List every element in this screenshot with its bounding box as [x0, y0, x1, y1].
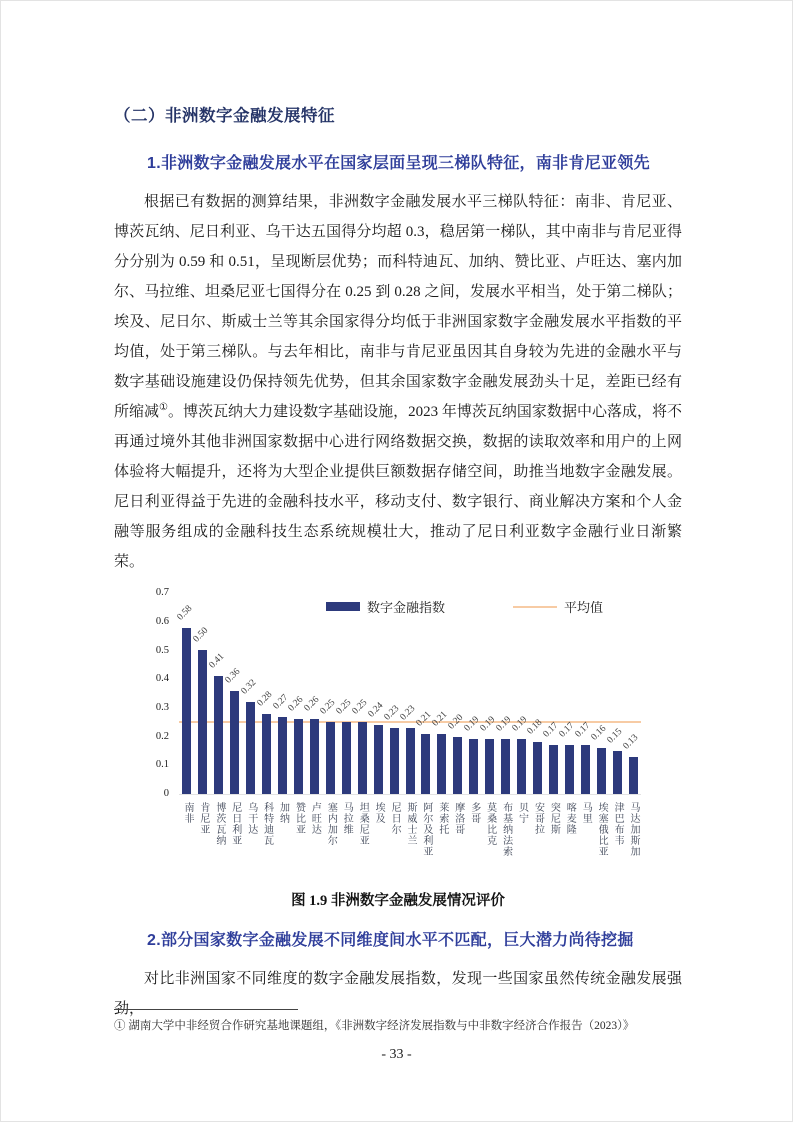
y-axis-tick-label: 0.4: [155, 673, 169, 685]
bar-value-label: 0.20: [446, 712, 466, 732]
y-axis-tick-label: 0.2: [155, 730, 169, 742]
x-axis-category-label: 南非: [181, 802, 193, 824]
footnote-divider: [114, 1009, 298, 1010]
chart-bar: [214, 676, 223, 794]
bar-value-label: 0.41: [207, 651, 227, 671]
bar-value-label: 0.13: [621, 732, 641, 752]
chart-bar: [342, 722, 351, 794]
x-axis-category-label: 布基纳法索: [500, 802, 512, 857]
x-axis-category-label: 马里: [580, 802, 592, 824]
chart-bar: [421, 734, 430, 794]
chart-bar: [453, 737, 462, 794]
bar-value-label: 0.21: [414, 709, 434, 729]
x-axis-category-label: 多哥: [468, 802, 480, 824]
x-axis-category-label: 博茨瓦纳: [213, 802, 225, 846]
y-axis-tick-label: 0: [163, 788, 169, 799]
chart-bar: [549, 745, 558, 794]
chart-bar: [182, 628, 191, 794]
bar-value-label: 0.25: [350, 697, 370, 717]
bar-value-label: 0.32: [239, 677, 259, 697]
bar-value-label: 0.23: [398, 703, 418, 723]
paragraph-1-text: 根据已有数据的测算结果，非洲数字金融发展水平三梯队特征：南非、肯尼亚、博茨瓦纳、尼日利亚、乌干达五国得分均超 0.3，稳居第一梯队，其中南非与肯尼亚得分分别为 0.59 和 0.51，呈现断层优势；而科特迪瓦、加纳、赞比亚、卢旺达、塞内加尔、马拉维、坦桑尼亚七国得分在 0.25 到 0.28 之间，发展水平相当，处于第二梯队；埃及、尼日尔、斯威士兰等其余国家得分均低于非洲国家数字金融发展水平指数的平均值，处于第三梯队。与去年相比，南非与肯尼亚虽因其自身较为先进的金融水平与数字基础设施建设仍保持领先优势，但其余国家数字金融发展劲头十足，差距已经有所缩减: [114, 194, 682, 420]
chart-bar: [198, 650, 207, 794]
chart-bar: [246, 702, 255, 794]
x-axis-category-label: 莱索托: [436, 802, 448, 835]
chart-bar: [581, 745, 590, 794]
bar-value-label: 0.21: [430, 709, 450, 729]
chart-bar: [326, 722, 335, 794]
x-axis-category-label: 摩洛哥: [452, 802, 464, 835]
legend-item-index: [326, 597, 445, 616]
footnote-marker: ①: [114, 1020, 126, 1032]
bar-series-swatch-icon: [326, 602, 360, 611]
section-heading: （二）非洲数字金融发展特征: [114, 107, 335, 125]
average-line-swatch-icon: [513, 606, 557, 608]
subsection-1-heading: 1.非洲数字金融发展水平在国家层面呈现三梯队特征，南非肯尼亚领先: [147, 155, 650, 172]
y-axis-tick-label: 0.3: [155, 701, 169, 713]
x-axis-category-label: 乌干达: [245, 802, 257, 835]
y-axis-tick-label: 0.7: [155, 587, 169, 599]
chart-bar: [485, 739, 494, 794]
paragraph-1-text-continued: 。博茨瓦纳大力建设数字基础设施，2023 年博茨瓦纳国家数据中心落成，将不再通过境外其他非洲国家数据中心进行网络数据交换，数据的读取效率和用户的上网体验将大幅提升，还将为大型企业提供巨额数据存储空间，助推当地数字金融发展。尼日利亚得益于先进的金融科技水平，移动支付、数字银行、商业解决方案和个人金融等服务组成的金融科技生态系统规模壮大，推动了尼日利亚数字金融行业日渐繁荣。: [114, 404, 682, 570]
chart-bar: [374, 725, 383, 794]
bar-value-label: 0.19: [510, 714, 529, 734]
bar-value-label: 0.28: [255, 689, 274, 709]
chart-bar: [310, 719, 319, 794]
bar-value-label: 0.18: [525, 717, 545, 737]
x-axis-category-label: 科特迪瓦: [261, 802, 273, 846]
chart-bar: [390, 728, 399, 794]
chart-bar: [358, 722, 367, 794]
bar-value-label: 0.24: [366, 700, 386, 720]
x-axis-category-label: 卢旺达: [309, 802, 321, 835]
x-axis-category-label: 坦桑尼亚: [357, 802, 369, 846]
chart-bar: [501, 739, 510, 794]
bar-chart-figure: [141, 581, 686, 881]
chart-bar: [565, 745, 574, 794]
bar-value-label: 0.27: [271, 692, 290, 712]
x-axis-category-label: 马达加斯加: [628, 802, 640, 857]
x-axis-category-label: 贝宁: [516, 802, 528, 824]
bar-value-label: 0.17: [541, 720, 561, 740]
bar-value-label: 0.26: [286, 694, 306, 714]
bar-value-label: 0.16: [589, 723, 609, 743]
bar-value-label: 0.36: [223, 666, 243, 686]
legend-item-average: [513, 597, 603, 616]
footnote-reference: ①: [159, 402, 169, 413]
x-axis-category-label: 莫桑比克: [484, 802, 496, 846]
chart-bar: [597, 748, 606, 794]
x-axis-category-label: 埃及: [373, 802, 385, 824]
x-axis-category-label: 津巴布韦: [612, 802, 624, 846]
chart-bar: [278, 717, 287, 794]
x-axis-category-label: 斯威士兰: [405, 802, 416, 846]
chart-bar: [613, 751, 622, 794]
chart-bar: [517, 739, 526, 794]
chart-bar: [469, 739, 478, 794]
page-number: - 33 -: [381, 1047, 412, 1062]
bar-value-label: 0.50: [191, 625, 211, 645]
x-axis-category-label: 尼日尔: [389, 802, 401, 835]
chart-bar: [294, 719, 303, 794]
y-axis-tick-label: 0.5: [155, 644, 169, 656]
x-axis-category-label: 安哥拉: [532, 802, 544, 835]
chart-bar: [533, 742, 542, 794]
bar-value-label: 0.58: [175, 603, 195, 623]
chart-bar: [437, 734, 446, 794]
y-axis-tick-label: 0.1: [155, 759, 169, 771]
x-axis-category-label: 肯尼亚: [197, 802, 209, 835]
chart-plot-area: [141, 581, 686, 881]
x-axis-category-label: 埃塞俄比亚: [596, 802, 608, 857]
chart-bar: [629, 757, 638, 794]
bar-value-label: 0.17: [557, 720, 577, 740]
subsection-2-heading: 2.部分国家数字金融发展不同维度间水平不匹配，巨大潜力尚待挖掘: [147, 932, 634, 949]
chart-bar: [262, 714, 271, 794]
x-axis-category-label: 加纳: [277, 802, 289, 824]
paragraph-2: 对比非洲国家不同维度的数字金融发展指数，发现一些国家虽然传统金融发展强劲，: [114, 971, 682, 1017]
chart-bar: [406, 728, 415, 794]
x-axis-line: [179, 794, 641, 795]
x-axis-category-label: 赞比亚: [293, 802, 305, 835]
x-axis-category-label: 尼日利亚: [229, 802, 241, 846]
bar-value-label: 0.23: [382, 703, 402, 723]
legend-label-average: 平均值: [564, 600, 604, 615]
bar-value-label: 0.25: [318, 697, 338, 717]
paragraph-1: [114, 187, 682, 577]
bar-value-label: 0.26: [302, 694, 322, 714]
x-axis-category-label: 阿尔及利亚: [420, 802, 432, 857]
chart-legend: [326, 597, 603, 616]
y-axis-tick-label: 0.6: [155, 615, 169, 627]
bar-value-label: 0.19: [478, 714, 497, 734]
x-axis-category-label: 塞内加尔: [325, 802, 337, 846]
x-axis-category-label: 喀麦隆: [564, 802, 576, 835]
chart-bar: [230, 691, 239, 794]
bar-value-label: 0.25: [334, 697, 354, 717]
footnote-text: 湖南大学中非经贸合作研究基地课题组，《非洲数字经济发展指数与中非数字经济合作报告（2023）》: [128, 1020, 635, 1032]
bar-value-label: 0.15: [605, 726, 625, 746]
figure-caption: 图 1.9 非洲数字金融发展情况评价: [291, 893, 505, 909]
bar-value-label: 0.19: [462, 714, 482, 734]
x-axis-category-label: 突尼斯: [548, 802, 560, 835]
x-axis-category-label: 马拉维: [341, 802, 353, 835]
bar-value-label: 0.17: [573, 720, 593, 740]
legend-label-index: 数字金融指数: [367, 600, 446, 615]
bar-value-label: 0.19: [494, 714, 513, 734]
footnote: [114, 1017, 682, 1035]
